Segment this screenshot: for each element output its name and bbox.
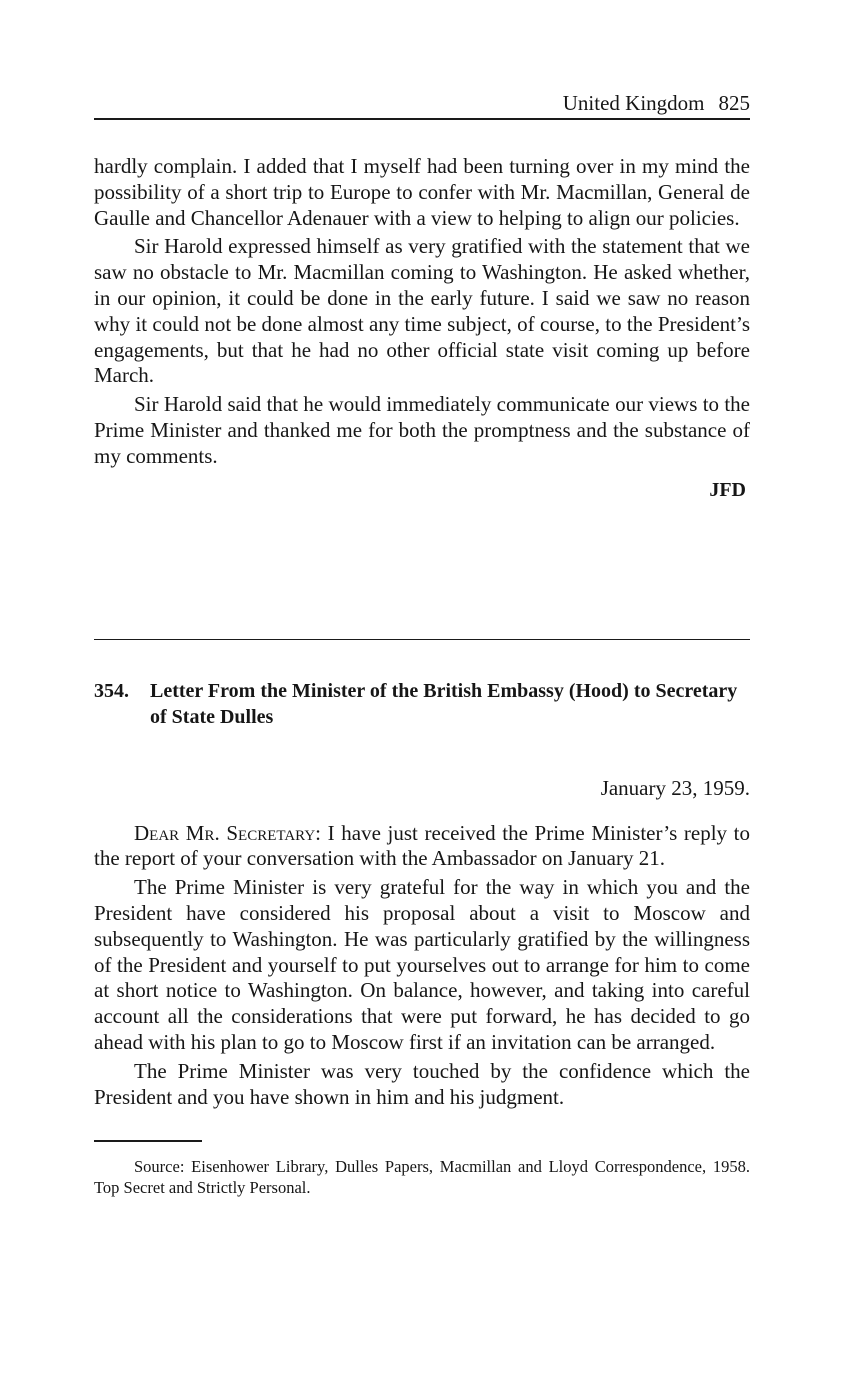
document-heading [94, 678, 750, 730]
signature-initials: JFD [709, 478, 746, 501]
continuation-text [94, 154, 750, 470]
footnote-rule [94, 1140, 202, 1142]
document-title: Letter From the Minister of the British Embassy (Hood) to Secretary of State Dulles [150, 679, 738, 728]
salutation: Dear Mr. Secretary: [134, 820, 322, 845]
letter-paragraph-1 [94, 821, 750, 873]
continuation-paragraph-2: Sir Harold expressed himself as very gratified with the statement that we saw no obstacle to Mr. Macmillan coming to Washington. He asked whether, in our opinion, it could be done in the early future. I said we saw no reason why it could not be done almost any time subject, of course, to the President’s engagements, but that he had no other official state visit coming up before March. [94, 234, 750, 388]
continuation-paragraph-3: Sir Harold said that he would immediately communicate our views to the Prime Minister and thanked me for both the promptness and the substance of my comments. [94, 392, 750, 468]
letter-paragraph-3: The Prime Minister was very touched by the confidence which the President and you have shown in him and his judgment. [94, 1058, 750, 1109]
letter-body [94, 821, 750, 1111]
document-page [94, 90, 750, 1198]
document-number: 354. [94, 679, 129, 702]
running-head-section: United Kingdom [562, 91, 705, 115]
letter-date: January 23, 1959. [600, 775, 750, 800]
continuation-paragraph-1: hardly complain. I added that I myself had been turning over in my mind the possibility of a short trip to Europe to confer with Mr. Macmillan, General de Gaulle and Chancellor Adenauer with a view to helping to align our policies. [94, 154, 750, 230]
source-footnote: Source: Eisenhower Library, Dulles Papers, Macmillan and Lloyd Correspondence, 1958. Top Secret and Strictly Personal. [94, 1157, 750, 1198]
running-head [94, 90, 750, 120]
page-number: 825 [718, 91, 750, 115]
letter-paragraph-1-text: I have just received the Prime Minister’s reply to the report of your conversation with the Ambassador on January 21. [94, 820, 751, 871]
letter-paragraph-2: The Prime Minister is very grateful for the way in which you and the President have considered his proposal about a visit to Moscow and subsequently to Washington. He was particularly gratified by the willingness of the President and yourself to put yourselves out to arrange for him to come at short notice to Washington. On balance, however, and taking into careful account all the considerations that were put forward, he has decided to go ahead with his plan to go to Moscow first if an invitation can be arranged. [94, 875, 750, 1054]
section-divider [94, 639, 750, 640]
